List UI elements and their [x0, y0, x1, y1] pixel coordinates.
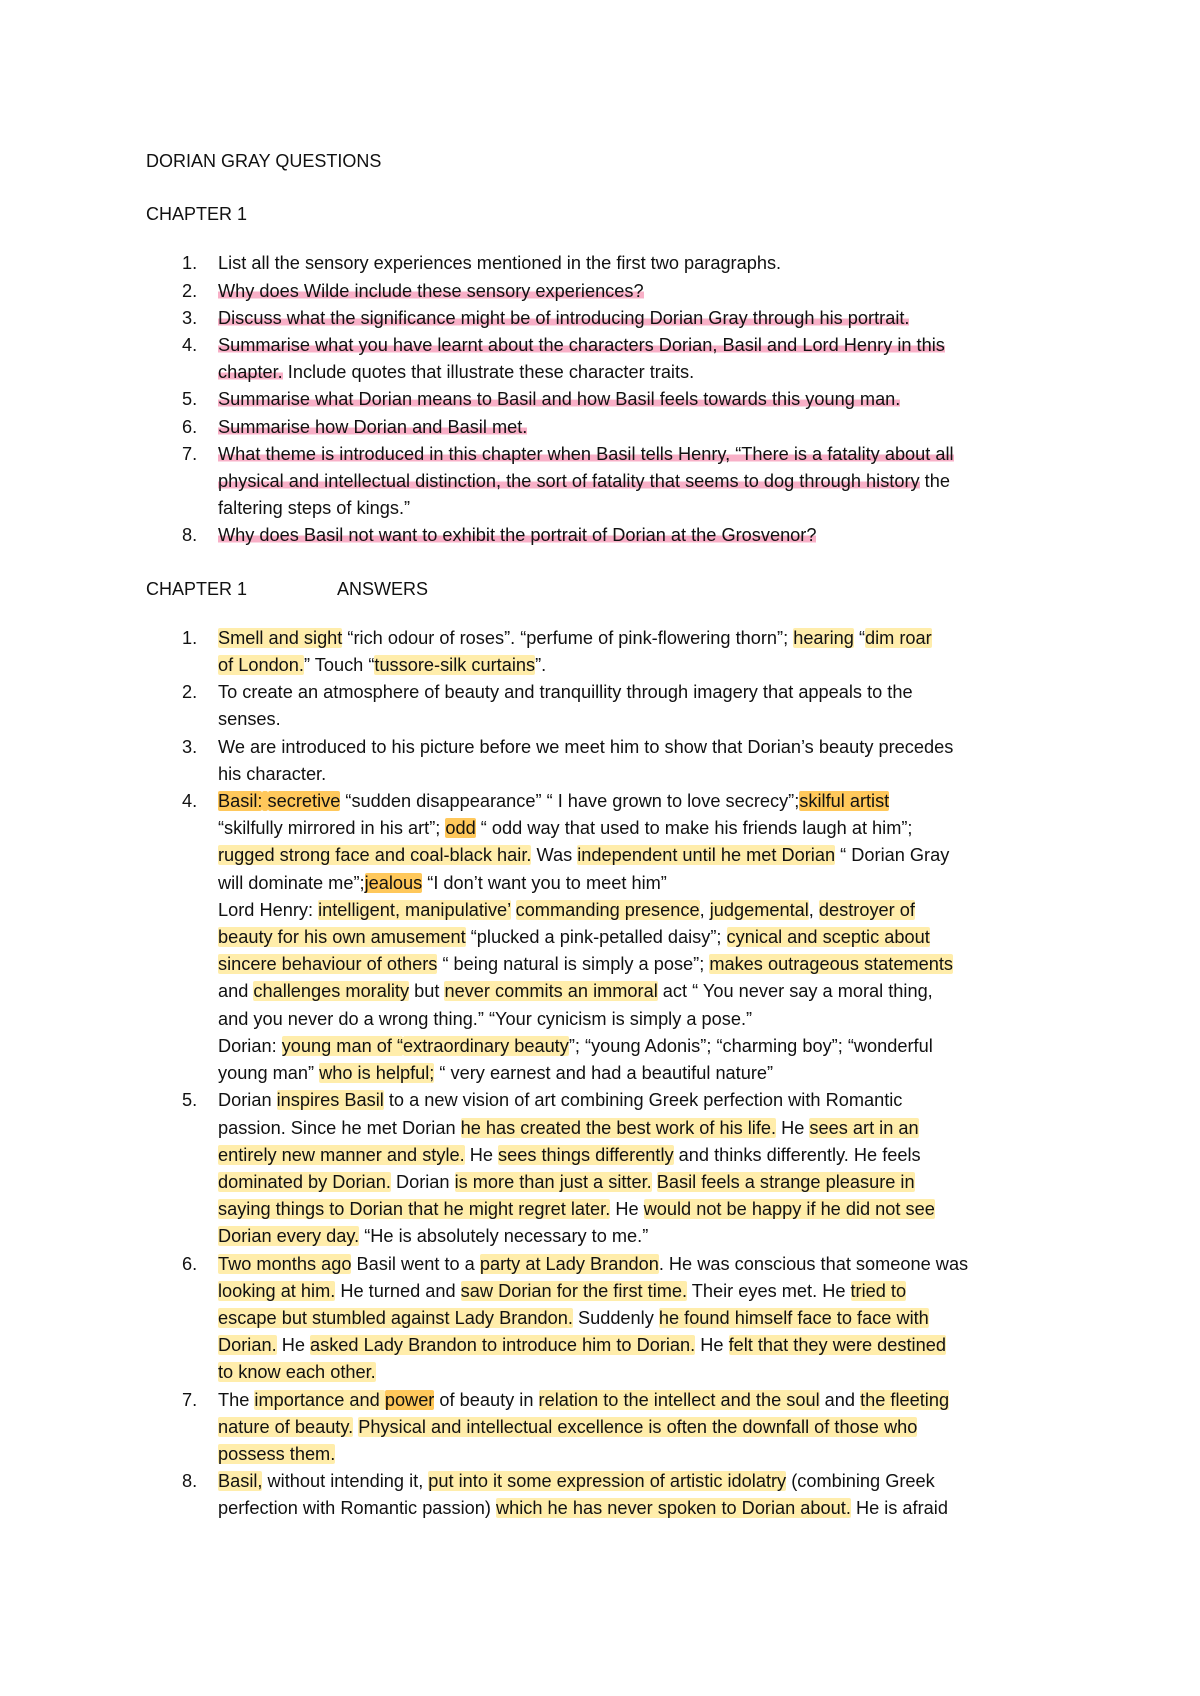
question-item: 2. Why does Wilde include these sensory experiences? [182, 280, 644, 301]
answer-item: 4. Basil: secretive “sudden disappearance” “ I have grown to love secrecy”;skilful artist “skilfully mirrored in his art”; odd “ odd way that used to make his friends laugh at him”; rugged strong face and coal-black hair. Was independent until he met Dorian “ Dorian Gray will dominate me”;jealous “I don’t want you to meet him” Lord Henry: intelligent, manipulative’ commanding presence, judgemental, destroyer of beauty for his own amusement “plucked a pink-petalled daisy”; cynical and sceptic about sincere behaviour of others “ being natural is simply a pose”; makes outrageous statements and challenges morality but never commits an immoral act “ You never say a moral thing, and you never do a wrong thing.” “Your cynicism is simply a pose.” Dorian: young man of “extraordinary beauty”; “young Adonis”; “charming boy”; “wonderful young man” who is helpful; “ very earnest and had a beautiful nature” [182, 791, 953, 1084]
answer-item: 6. Two months ago Basil went to a party at Lady Brandon. He was conscious that someone was looking at him. He turned and saw Dorian for the first time. Their eyes met. He tried to escape but stumbled against Lady Brandon. Suddenly he found himself face to face with Dorian. He asked Lady Brandon to introduce him to Dorian. He felt that they were destined to know each other. [182, 1253, 969, 1383]
document-title: DORIAN GRAY QUESTIONS [146, 151, 382, 171]
answer-item: 2. To create an atmosphere of beauty and tranquillity through imagery that appeals to the senses. [182, 682, 913, 730]
question-item: 3. Discuss what the significance might be of introducing Dorian Gray through his portrait. [182, 307, 910, 328]
answer-item: 5. Dorian inspires Basil to a new vision of art combining Greek perfection with Romantic passion. Since he met Dorian he has created the best work of his life. He sees art in an entirely new manner and style. He sees things differently and thinks differently. He feels dominated by Dorian. Dorian is more than just a sitter. Basil feels a strange pleasure in saying things to Dorian that he might regret later. He would not be happy if he did not see Dorian every day. “He is absolutely necessary to me.” [182, 1090, 935, 1247]
question-text: Why does Wilde include these sensory experiences? [218, 280, 644, 301]
question-item: 1. List all the sensory experiences mentioned in the first two paragraphs. [182, 253, 782, 274]
question-text: List all the sensory experiences mentioned in the first two paragraphs. [218, 253, 782, 274]
questions-list [146, 250, 1066, 549]
question-text: Summarise what you have learnt about the characters Dorian, Basil and Lord Henry in this [218, 335, 945, 356]
answers-list [146, 625, 1066, 1523]
answer-item: 7. The importance and power of beauty in relation to the intellect and the soul and the fleeting nature of beauty. Physical and intellectual excellence is often the downfall of those who possess them. [182, 1389, 950, 1464]
question-text: Why does Basil not want to exhibit the portrait of Dorian at the Grosvenor? [218, 525, 817, 546]
question-text: Summarise what Dorian means to Basil and how Basil feels towards this young man. [218, 389, 901, 410]
answer-item: 1. Smell and sight “rich odour of roses”. “perfume of pink-flowering thorn”; hearing “dim roar of London.” Touch “tussore-silk curtains”. [182, 627, 932, 676]
question-item: 7. What theme is introduced in this chapter when Basil tells Henry, “There is a fatality about all physical and intellectual distinction, the sort of fatality that seems to dog through history the faltering steps of kings.” [182, 443, 954, 519]
answer-item: 8. Basil, without intending it, put into it some expression of artistic idolatry (combining Greek perfection with Romantic passion) which he has never spoken to Dorian about. He is afraid [182, 1471, 948, 1519]
answer-item: 3. We are introduced to his picture before we meet him to show that Dorian’s beauty precedes his character. [182, 736, 954, 784]
question-item: 8. Why does Basil not want to exhibit the portrait of Dorian at the Grosvenor? [182, 525, 817, 546]
question-text: Discuss what the significance might be of introducing Dorian Gray through his portrait. [218, 307, 910, 328]
question-item: 6. Summarise how Dorian and Basil met. [182, 416, 528, 437]
document-page [146, 148, 1066, 1523]
answers-heading: CHAPTER 1 ANSWERS [146, 578, 429, 599]
question-item: 5. Summarise what Dorian means to Basil and how Basil feels towards this young man. [182, 389, 901, 410]
question-text: What theme is introduced in this chapter when Basil tells Henry, “There is a fatality about all [218, 443, 954, 464]
question-item: 4. Summarise what you have learnt about the characters Dorian, Basil and Lord Henry in this chapter. Include quotes that illustrate these character traits. [182, 335, 945, 383]
question-text: Summarise how Dorian and Basil met. [218, 416, 528, 437]
chapter-heading: CHAPTER 1 [146, 204, 248, 225]
